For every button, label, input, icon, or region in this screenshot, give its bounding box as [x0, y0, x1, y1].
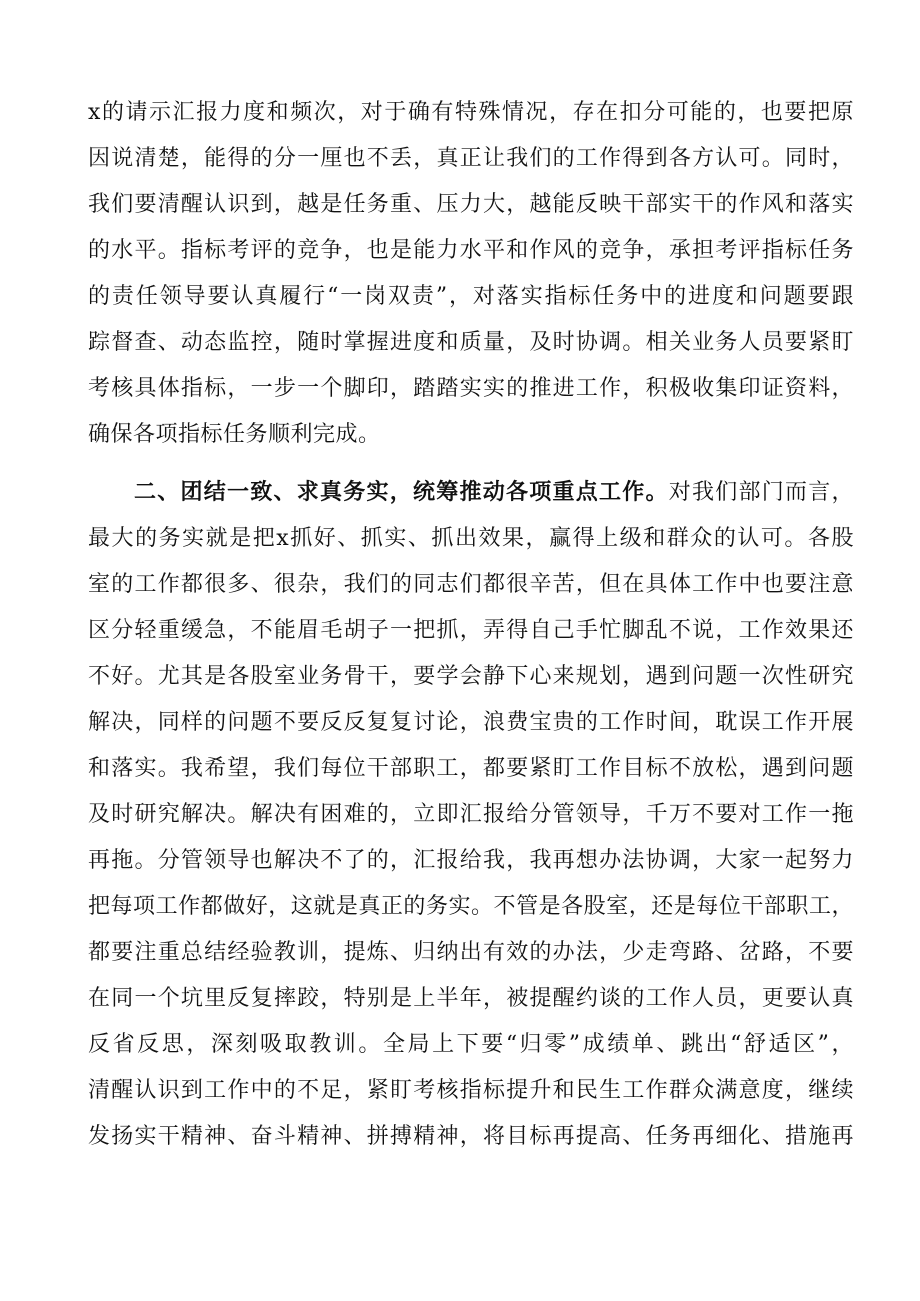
- paragraph-2-line: 再拖。分管领导也解决不了的，汇报给我，我再想办法协调，大家一起努力: [88, 848, 854, 873]
- paragraph-1-line: x的请示汇报力度和频次，对于确有特殊情况，存在扣分可能的，也要把原: [88, 100, 854, 125]
- heading-line-text: 对我们部门而言，: [668, 480, 854, 505]
- paragraph-2-line: 区分轻重缓急，不能眉毛胡子一把抓，弄得自己手忙脚乱不说，工作效果还: [88, 618, 854, 643]
- paragraph-1-line: 考核具体指标，一步一个脚印，踏踏实实的推进工作，积极收集印证资料，: [88, 376, 854, 401]
- paragraph-1-line: 的责任领导要认真履行“一岗双责”，对落实指标任务中的进度和问题要跟: [88, 284, 854, 309]
- paragraph-2-line: 把每项工作都做好，这就是真正的务实。不管是各股室，还是每位干部职工，: [88, 894, 854, 919]
- paragraph-2-line: 室的工作都很多、很杂，我们的同志们都很辛苦，但在具体工作中也要注意: [88, 572, 854, 597]
- paragraph-1-line: 因说清楚，能得的分一厘也不丢，真正让我们的工作得到各方认可。同时，: [88, 146, 854, 171]
- paragraph-2-line: 最大的务实就是把x抓好、抓实、抓出效果，赢得上级和群众的认可。各股: [88, 526, 854, 551]
- paragraph-2-line: 清醒认识到工作中的不足，紧盯考核指标提升和民生工作群众满意度，继续: [88, 1078, 854, 1103]
- paragraph-2-line: 和落实。我希望，我们每位干部职工，都要紧盯工作目标不放松，遇到问题: [88, 756, 854, 781]
- paragraph-1-line: 踪督查、动态监控，随时掌握进度和质量，及时协调。相关业务人员要紧盯: [88, 330, 854, 355]
- paragraph-2-line: 都要注重总结经验教训，提炼、归纳出有效的办法，少走弯路、岔路，不要: [88, 940, 854, 965]
- paragraph-1-line: 我们要清醒认识到，越是任务重、压力大，越能反映干部实干的作风和落实: [88, 192, 854, 217]
- paragraph-1-line: 的水平。指标考评的竞争，也是能力水平和作风的竞争，承担考评指标任务: [88, 238, 854, 263]
- paragraph-2-line: 反省反思，深刻吸取教训。全局上下要“归零”成绩单、跳出“舒适区”，: [88, 1032, 854, 1057]
- paragraph-2-line: 发扬实干精神、奋斗精神、拼搏精神，将目标再提高、任务再细化、措施再: [88, 1124, 854, 1149]
- paragraph-2-line: 不好。尤其是各股室业务骨干，要学会静下心来规划，遇到问题一次性研究: [88, 664, 854, 689]
- paragraph-1-line: 确保各项指标任务顺利完成。: [88, 422, 381, 447]
- paragraph-2-line: 及时研究解决。解决有困难的，立即汇报给分管领导，千万不要对工作一拖: [88, 802, 854, 827]
- paragraph-2-line: 解决，同样的问题不要反反复复讨论，浪费宝贵的工作时间，耽误工作开展: [88, 710, 854, 735]
- section-heading: 二、团结一致、求真务实，统筹推动各项重点工作。: [134, 480, 669, 505]
- paragraph-2-line: 在同一个坑里反复摔跤，特别是上半年，被提醒约谈的工作人员，更要认真: [88, 986, 854, 1011]
